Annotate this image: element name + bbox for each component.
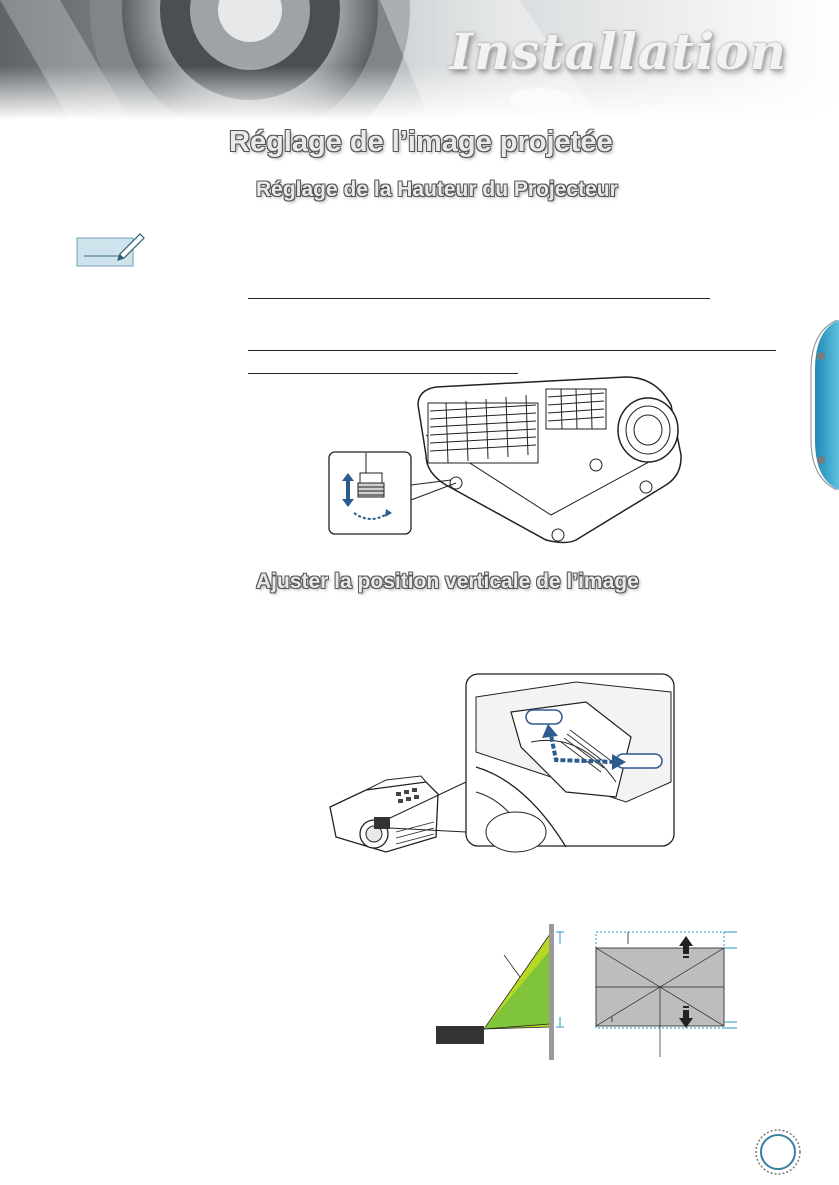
note-pencil-icon — [76, 230, 146, 270]
subsection-title-height: Réglage de la Hauteur du Projecteur — [256, 178, 618, 201]
subsection-title-vertical: Ajuster la position verticale de l’image — [256, 570, 639, 593]
projector-bottom-illustration — [326, 375, 686, 545]
section-title: Réglage de l’image projetée — [229, 126, 613, 158]
page-number — [754, 1128, 802, 1176]
header-title: Installation — [449, 22, 787, 81]
lens-shift-illustration — [326, 672, 678, 867]
text-rule — [248, 373, 518, 374]
projection-diagram — [432, 922, 742, 1062]
text-rule — [248, 298, 710, 299]
text-rule — [248, 350, 776, 351]
side-tab — [807, 320, 839, 490]
